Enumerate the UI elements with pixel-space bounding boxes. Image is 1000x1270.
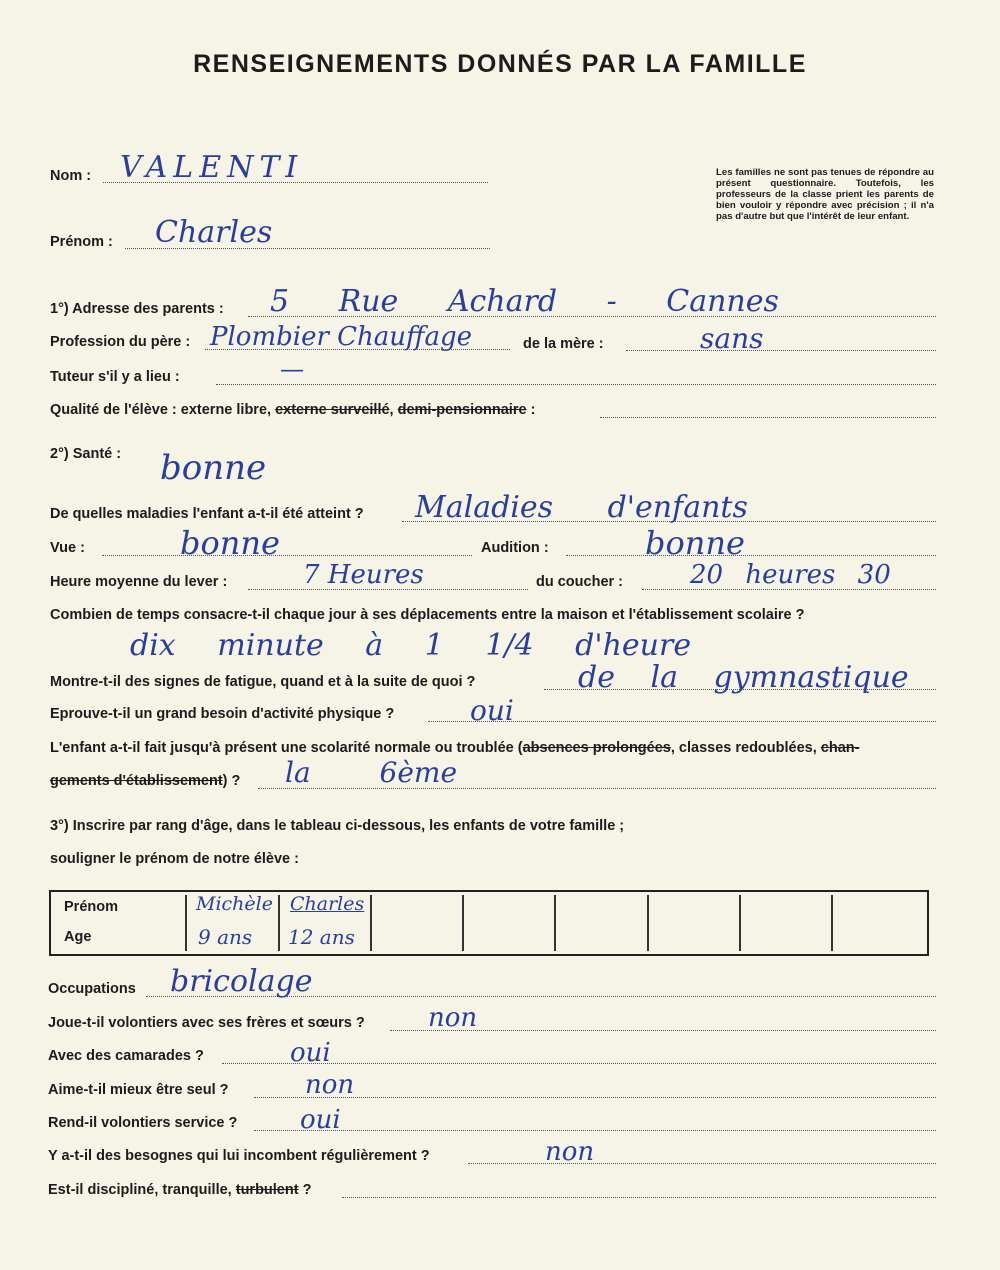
discipline-struck: turbulent (235, 1182, 299, 1198)
table-col-divider (462, 895, 464, 951)
profession-mere-line (626, 350, 936, 351)
table-label-age: Age (64, 929, 92, 945)
profession-mere-value[interactable]: sans (700, 322, 764, 355)
fatigue-label: Montre-t-il des signes de fatigue, quand et à la suite de quoi ? (50, 674, 476, 690)
maladies-value[interactable]: Maladies d'enfants (415, 490, 748, 525)
discipline-label: Est-il discipliné, tranquille, turbulent ? (48, 1182, 312, 1198)
scolarite-struck-2b: gements d'établissement (50, 773, 223, 789)
table-label-prenom: Prénom (64, 899, 118, 915)
profession-pere-label: Profession du père : (50, 334, 191, 350)
tuteur-line (216, 384, 936, 385)
besognes-value[interactable]: non (545, 1137, 595, 1167)
deplacement-label: Combien de temps consacre-t-il chaque jour à ses déplacements entre la maison et l'établissement scolaire ? (50, 607, 805, 623)
deplacement-value[interactable]: dix minute à 1 1/4 d'heure (130, 628, 692, 663)
scolarite-label-2: gements d'établissement) ? (50, 773, 241, 789)
form-title: RENSEIGNEMENTS DONNÉS PAR LA FAMILLE (193, 50, 807, 78)
table-child-1-age[interactable]: 9 ans (198, 925, 253, 949)
lever-value[interactable]: 7 Heures (303, 560, 424, 590)
prenom-label: Prénom : (50, 234, 113, 250)
freres-value[interactable]: non (428, 1003, 478, 1033)
table-child-2-age[interactable]: 12 ans (288, 925, 355, 949)
tuteur-value[interactable]: — (280, 355, 304, 383)
table-col-divider (831, 895, 833, 951)
enfants-intro-label-2: souligner le prénom de notre élève : (50, 851, 299, 867)
audition-label: Audition : (481, 540, 549, 556)
activite-label: Eprouve-t-il un grand besoin d'activité physique ? (50, 706, 395, 722)
table-col-divider (647, 895, 649, 951)
lever-label: Heure moyenne du lever : (50, 574, 228, 590)
camarades-value[interactable]: oui (290, 1038, 331, 1068)
scolarite-struck-1: absences prolongées (522, 740, 671, 756)
seul-line (254, 1097, 936, 1098)
table-child-1-prenom[interactable]: Michèle (196, 893, 273, 915)
qualite-line (600, 417, 936, 418)
adresse-label: 1°) Adresse des parents : (50, 301, 224, 317)
vue-label: Vue : (50, 540, 85, 556)
service-value[interactable]: oui (300, 1105, 341, 1135)
seul-value[interactable]: non (305, 1070, 355, 1100)
scolarite-value[interactable]: la 6ème (285, 756, 458, 789)
enfants-intro-label: 3°) Inscrire par rang d'âge, dans le tableau ci-dessous, les enfants de votre famille ; (50, 818, 625, 834)
occupations-label: Occupations (48, 981, 136, 997)
besognes-line (468, 1163, 936, 1164)
coucher-value[interactable]: 20 heures 30 (690, 560, 891, 590)
table-col-divider (185, 895, 187, 951)
coucher-label: du coucher : (536, 574, 624, 590)
tuteur-label: Tuteur s'il y a lieu : (50, 369, 180, 385)
nom-label: Nom : (50, 168, 92, 184)
qualite-struck-1: externe surveillé (275, 402, 390, 418)
sante-label: 2°) Santé : (50, 446, 122, 462)
seul-label: Aime-t-il mieux être seul ? (48, 1082, 229, 1098)
occupations-value[interactable]: bricolage (170, 964, 313, 999)
profession-mere-label: de la mère : (523, 336, 604, 352)
adresse-value[interactable]: 5 Rue Achard - Cannes (270, 284, 779, 319)
freres-label: Joue-t-il volontiers avec ses frères et sœurs ? (48, 1015, 365, 1031)
audition-line (566, 555, 936, 556)
qualite-struck-2: demi-pensionnaire (397, 402, 527, 418)
fatigue-value[interactable]: de la gymnastique (578, 660, 909, 695)
audition-value[interactable]: bonne (645, 524, 745, 562)
table-col-divider (739, 895, 741, 951)
profession-pere-value[interactable]: Plombier Chauffage (210, 322, 472, 352)
camarades-label: Avec des camarades ? (48, 1048, 204, 1064)
qualite-label: Qualité de l'élève : externe libre, externe surveillé, demi-pensionnaire : (50, 402, 536, 418)
sante-value[interactable]: bonne (160, 448, 267, 488)
table-col-divider (554, 895, 556, 951)
service-label: Rend-il volontiers service ? (48, 1115, 238, 1131)
nom-value[interactable]: VALENTI (120, 150, 304, 185)
table-col-divider (370, 895, 372, 951)
activite-value[interactable]: oui (470, 694, 514, 727)
vue-value[interactable]: bonne (180, 524, 280, 562)
scolarite-struck-2a: chan- (820, 740, 860, 756)
vue-line (102, 555, 472, 556)
scolarite-label: L'enfant a-t-il fait jusqu'à présent une scolarité normale ou troublée (absences prolongées, classes redoublées, chan- (50, 740, 860, 756)
maladies-label: De quelles maladies l'enfant a-t-il été atteint ? (50, 506, 364, 522)
discipline-line (342, 1197, 936, 1198)
table-col-divider (278, 895, 280, 951)
enfants-table (49, 890, 929, 956)
prenom-value[interactable]: Charles (155, 215, 273, 250)
table-child-2-prenom[interactable]: Charles (290, 893, 365, 915)
notice-text: Les familles ne sont pas tenues de répondre au présent questionnaire. Toutefois, les professeurs de la classe prient les parents de bien vouloir y répondre avec précision ; il n'a pas d'autre but que l'intérêt de leur enfant. (716, 167, 934, 222)
service-line (254, 1130, 936, 1131)
besognes-label: Y a-t-il des besognes qui lui incombent régulièrement ? (48, 1148, 430, 1164)
